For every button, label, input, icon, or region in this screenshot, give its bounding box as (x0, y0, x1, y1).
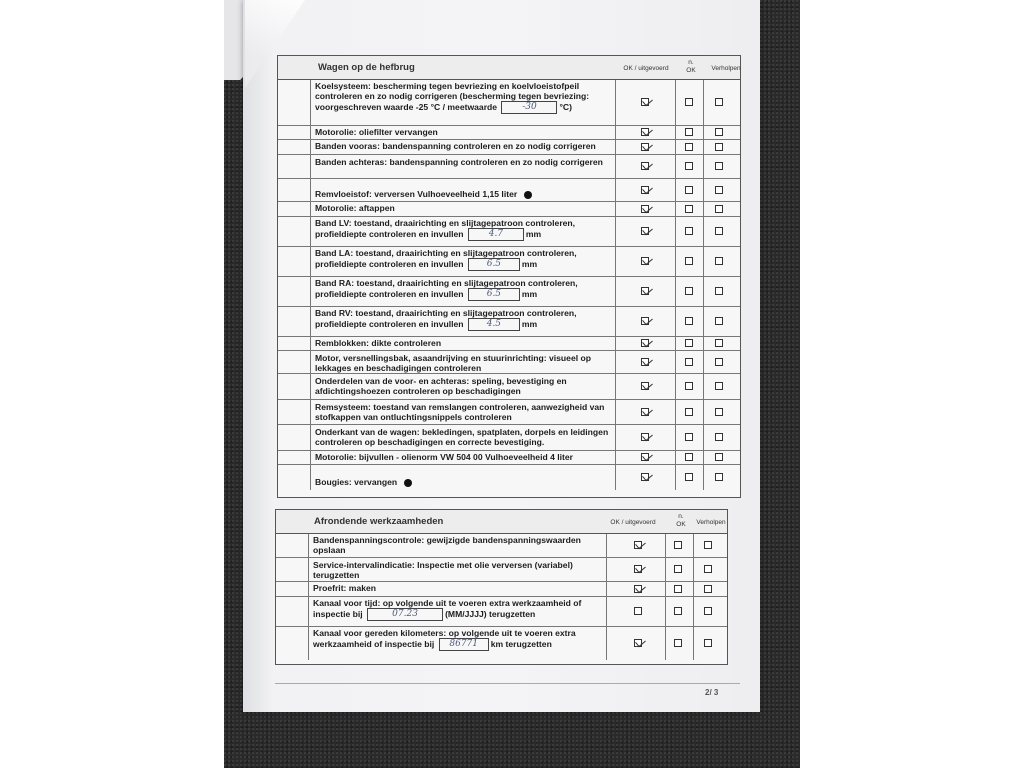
column-divider (308, 558, 309, 581)
ok-checkbox[interactable] (641, 143, 649, 151)
section-header (278, 56, 740, 80)
row-label (313, 628, 602, 651)
fixed-checkbox[interactable] (704, 585, 712, 593)
column-divider (675, 140, 676, 154)
fixed-checkbox[interactable] (715, 186, 723, 194)
not-ok-checkbox[interactable] (685, 453, 693, 461)
column-divider (693, 558, 694, 581)
row-label (315, 477, 611, 487)
row-text: Banden achteras: bandenspanning controleren en zo nodig corrigeren (315, 157, 603, 167)
column-divider (675, 277, 676, 306)
row-label (315, 127, 611, 137)
column-divider (310, 155, 311, 178)
checklist-row (278, 202, 740, 217)
row-text: Band RV: toestand, draairichting en slijtagepatroon controleren, profieldiepte controleren en invullen (315, 308, 577, 329)
row-label (315, 376, 611, 396)
row-label (315, 157, 611, 167)
value-unit: km terugzetten (490, 638, 552, 649)
row-text: Onderkant van de wagen: bekledingen, spatplaten, dorpels en leidingen controleren op beschadigingen en correcte bevestiging. (315, 427, 609, 447)
checklist-row (278, 465, 740, 490)
ok-checkbox[interactable] (634, 585, 642, 593)
fixed-checkbox[interactable] (715, 473, 723, 481)
column-not-ok-prefix: n. (678, 513, 684, 520)
row-text: Kanaal voor tijd: op volgende uit te voeren extra werkzaamheid of inspectie bij (313, 598, 582, 619)
column-divider (675, 400, 676, 424)
column-divider (703, 140, 704, 154)
row-label (315, 308, 611, 331)
column-divider (675, 155, 676, 178)
column-divider (615, 465, 616, 490)
not-ok-checkbox[interactable] (685, 408, 693, 416)
section-header (276, 510, 727, 534)
row-text: Motorolie: oliefilter vervangen (315, 127, 438, 137)
row-text: Banden vooras: bandenspanning controleren en zo nodig corrigeren (315, 141, 596, 151)
handwritten-value-field[interactable]: -30 (501, 101, 557, 114)
fixed-checkbox[interactable] (715, 433, 723, 441)
column-divider (606, 582, 607, 596)
row-label (315, 218, 611, 241)
ok-checkbox[interactable] (634, 541, 642, 549)
ok-checkbox[interactable] (641, 98, 649, 106)
not-ok-checkbox[interactable] (685, 339, 693, 347)
fixed-checkbox[interactable] (715, 317, 723, 325)
ok-checkbox[interactable] (641, 128, 649, 136)
not-ok-checkbox[interactable] (685, 257, 693, 265)
row-label (315, 427, 611, 447)
column-divider (615, 126, 616, 139)
ok-checkbox[interactable] (641, 186, 649, 194)
column-divider (606, 627, 607, 660)
column-divider (310, 126, 311, 139)
value-unit: (MM/JJJJ) terugzetten (445, 608, 536, 619)
column-divider (665, 627, 666, 660)
ok-checkbox[interactable] (634, 565, 642, 573)
ok-checkbox[interactable] (641, 257, 649, 265)
row-label (315, 338, 611, 348)
not-ok-checkbox[interactable] (685, 473, 693, 481)
row-label (313, 583, 602, 593)
not-ok-checkbox[interactable] (685, 433, 693, 441)
row-text: Band LA: toestand, draairichting en slijtagepatroon controleren, profieldiepte controleren en invullen (315, 248, 577, 269)
not-ok-checkbox[interactable] (685, 287, 693, 295)
checklist-row (278, 217, 740, 247)
column-divider (308, 597, 309, 626)
checklist-row (276, 534, 727, 558)
column-divider (308, 582, 309, 596)
row-text: Proefrit: maken (313, 583, 377, 593)
column-divider (310, 217, 311, 246)
section-rows (278, 80, 740, 490)
checklist-row (276, 558, 727, 582)
column-divider (615, 337, 616, 350)
column-divider (703, 307, 704, 336)
checklist-row (278, 140, 740, 155)
row-label (313, 560, 602, 580)
row-label (315, 353, 611, 373)
column-divider (703, 465, 704, 490)
column-divider (703, 179, 704, 201)
ok-checkbox[interactable] (641, 317, 649, 325)
row-label (315, 278, 611, 301)
column-divider (615, 247, 616, 276)
column-divider (310, 80, 311, 125)
checklist-row (278, 425, 740, 451)
handwritten-value-field[interactable]: 4.7 (468, 228, 524, 241)
checklist-row (278, 451, 740, 465)
row-label (315, 189, 611, 199)
checklist-row (278, 374, 740, 400)
column-divider (310, 277, 311, 306)
ok-checkbox[interactable] (641, 453, 649, 461)
row-text: Koelsysteem: bescherming tegen bevriezing en koelvloeistofpeil controleren en zo nodig corrigeren (bescherming tegen bevriezing: voorgeschreven waarde -25 °C / meetwaarde (315, 81, 590, 112)
value-unit: mm (521, 258, 538, 269)
column-divider (675, 217, 676, 246)
column-divider (310, 465, 311, 490)
section-wagen-op-de-hefbrug (277, 55, 741, 498)
column-divider (308, 534, 309, 557)
column-divider (703, 217, 704, 246)
checklist-row (276, 582, 727, 597)
fixed-checkbox[interactable] (704, 607, 712, 615)
section-rows (276, 534, 727, 660)
row-text: Motorolie: aftappen (315, 203, 395, 213)
row-label (315, 203, 611, 213)
not-ok-checkbox[interactable] (685, 186, 693, 194)
fixed-checkbox[interactable] (704, 639, 712, 647)
column-divider (615, 179, 616, 201)
checklist-row (278, 337, 740, 351)
row-text: Motor, versnellingsbak, asaandrijving en stuurinrichting: visueel op lekkages en beschadigingen controleren (315, 353, 592, 373)
column-divider (606, 597, 607, 626)
checklist-row (278, 80, 740, 126)
ok-checkbox[interactable] (641, 382, 649, 390)
column-divider (703, 400, 704, 424)
section-title: Wagen op de hefbrug (318, 62, 415, 73)
column-divider (675, 307, 676, 336)
fixed-checkbox[interactable] (715, 227, 723, 235)
column-divider (310, 140, 311, 154)
value-unit: °C) (559, 101, 572, 112)
column-divider (665, 597, 666, 626)
row-text: Motorolie: bijvullen - olienorm VW 504 00 Vulhoeveelheid 4 liter (315, 452, 574, 462)
column-divider (675, 425, 676, 450)
column-divider (675, 351, 676, 373)
row-label (315, 452, 611, 462)
column-divider (615, 80, 616, 125)
column-fixed-header: Verholpen (696, 519, 726, 526)
column-divider (675, 179, 676, 201)
column-divider (615, 140, 616, 154)
value-unit: mm (521, 318, 538, 329)
ok-checkbox[interactable] (641, 433, 649, 441)
not-ok-checkbox[interactable] (685, 128, 693, 136)
row-label (313, 598, 602, 621)
checklist-row (278, 307, 740, 337)
column-divider (310, 202, 311, 216)
column-divider (310, 400, 311, 424)
column-divider (665, 558, 666, 581)
bullet-marker-icon (404, 479, 412, 487)
column-divider (675, 126, 676, 139)
not-ok-checkbox[interactable] (685, 162, 693, 170)
column-divider (675, 374, 676, 399)
column-divider (665, 534, 666, 557)
not-ok-checkbox[interactable] (685, 317, 693, 325)
column-divider (310, 337, 311, 350)
column-divider (703, 277, 704, 306)
column-divider (665, 582, 666, 596)
column-divider (310, 179, 311, 201)
fixed-checkbox[interactable] (715, 339, 723, 347)
column-divider (675, 451, 676, 464)
row-label (315, 248, 611, 271)
fixed-checkbox[interactable] (715, 205, 723, 213)
row-label (315, 81, 611, 114)
column-divider (615, 217, 616, 246)
column-divider (615, 155, 616, 178)
not-ok-checkbox[interactable] (674, 585, 682, 593)
footer-divider (275, 683, 740, 684)
column-divider (703, 202, 704, 216)
fixed-checkbox[interactable] (715, 453, 723, 461)
row-text: Service-intervalindicatie: Inspectie met olie verversen (variabel) terugzetten (313, 560, 573, 580)
column-divider (606, 534, 607, 557)
column-fixed-header: Verholpen (711, 65, 741, 72)
fixed-checkbox[interactable] (715, 128, 723, 136)
handwritten-value-field[interactable]: 6.5 (468, 258, 520, 271)
checklist-row (278, 277, 740, 307)
ok-checkbox[interactable] (641, 287, 649, 295)
column-divider (693, 627, 694, 660)
ok-checkbox[interactable] (641, 473, 649, 481)
column-divider (703, 80, 704, 125)
fixed-checkbox[interactable] (715, 162, 723, 170)
ok-checkbox[interactable] (641, 408, 649, 416)
column-divider (703, 126, 704, 139)
checklist-row (276, 597, 727, 627)
column-divider (675, 202, 676, 216)
column-divider (703, 351, 704, 373)
column-divider (615, 374, 616, 399)
page-number: 2/ 3 (705, 688, 719, 697)
row-text: Kanaal voor gereden kilometers: op volgende uit te voeren extra werkzaamheid of inspectie bij (313, 628, 576, 649)
not-ok-checkbox[interactable] (685, 143, 693, 151)
ok-checkbox[interactable] (634, 639, 642, 647)
column-divider (615, 351, 616, 373)
row-text: Band LV: toestand, draairichting en slijtagepatroon controleren, profieldiepte controleren en invullen (315, 218, 576, 239)
fixed-checkbox[interactable] (715, 408, 723, 416)
ok-checkbox[interactable] (641, 205, 649, 213)
row-text: Bandenspanningscontrole: gewijzigde bandenspanningswaarden opslaan (313, 535, 581, 555)
not-ok-checkbox[interactable] (674, 565, 682, 573)
column-divider (310, 307, 311, 336)
section-afrondende-werkzaamheden (275, 509, 728, 665)
row-label (315, 141, 611, 151)
checklist-row (278, 247, 740, 277)
column-not-ok-prefix: n. (688, 59, 694, 66)
column-not-ok-label: OK (686, 67, 696, 74)
checklist-row (276, 627, 727, 660)
fixed-checkbox[interactable] (715, 287, 723, 295)
column-divider (615, 307, 616, 336)
value-unit: mm (525, 228, 542, 239)
column-divider (615, 400, 616, 424)
column-divider (693, 597, 694, 626)
not-ok-checkbox[interactable] (685, 227, 693, 235)
fixed-checkbox[interactable] (715, 98, 723, 106)
column-ok-header: OK / uitgevoerd (623, 65, 669, 72)
column-divider (693, 534, 694, 557)
column-divider (615, 277, 616, 306)
not-ok-checkbox[interactable] (674, 607, 682, 615)
column-divider (310, 374, 311, 399)
row-text: Remsysteem: toestand van remslangen controleren, aanwezigheid van stofkappen van ontluchtingsnippels controleren (315, 402, 605, 422)
column-ok-header: OK / uitgevoerd (610, 519, 656, 526)
ok-checkbox[interactable] (641, 358, 649, 366)
fixed-checkbox[interactable] (715, 382, 723, 390)
not-ok-checkbox[interactable] (674, 541, 682, 549)
handwritten-value-field[interactable]: 86771 (439, 638, 489, 651)
fixed-checkbox[interactable] (715, 257, 723, 265)
value-unit: mm (521, 288, 538, 299)
column-divider (615, 451, 616, 464)
row-text: Bougies: vervangen (315, 477, 400, 487)
column-divider (310, 451, 311, 464)
row-text: Band RA: toestand, draairichting en slijtagepatroon controleren, profieldiepte controleren en invullen (315, 278, 578, 299)
not-ok-checkbox[interactable] (674, 639, 682, 647)
checklist-row (278, 126, 740, 140)
fixed-checkbox[interactable] (715, 358, 723, 366)
ok-checkbox[interactable] (634, 607, 642, 615)
column-divider (606, 558, 607, 581)
checklist-row (278, 400, 740, 425)
column-divider (675, 337, 676, 350)
checklist-row (278, 155, 740, 179)
ok-checkbox[interactable] (641, 227, 649, 235)
column-divider (310, 247, 311, 276)
ok-checkbox[interactable] (641, 162, 649, 170)
column-divider (703, 425, 704, 450)
row-label (313, 535, 602, 555)
column-divider (675, 247, 676, 276)
fixed-checkbox[interactable] (704, 565, 712, 573)
checklist-row (278, 351, 740, 374)
column-divider (615, 202, 616, 216)
column-divider (703, 451, 704, 464)
checklist-row (278, 179, 740, 202)
row-label (315, 402, 611, 422)
column-divider (615, 425, 616, 450)
row-text: Onderdelen van de voor- en achteras: speling, bevestiging en afdichtingshoezen controleren op beschadigingen (315, 376, 567, 396)
handwritten-value-field[interactable]: 6.5 (468, 288, 520, 301)
column-divider (310, 425, 311, 450)
handwritten-value-field[interactable]: 07.23 (367, 608, 443, 621)
column-not-ok-label: OK (676, 521, 686, 528)
section-title: Afrondende werkzaamheden (314, 516, 444, 527)
not-ok-checkbox[interactable] (685, 358, 693, 366)
column-divider (308, 627, 309, 660)
column-divider (310, 351, 311, 373)
ok-checkbox[interactable] (641, 339, 649, 347)
column-divider (693, 582, 694, 596)
row-text: Remblokken: dikte controleren (315, 338, 442, 348)
column-not-ok-header (676, 59, 706, 75)
column-divider (675, 465, 676, 490)
column-divider (703, 374, 704, 399)
column-divider (703, 155, 704, 178)
row-text: Remvloeistof: verversen Vulhoeveelheid 1,15 liter (315, 189, 520, 199)
not-ok-checkbox[interactable] (685, 98, 693, 106)
fixed-checkbox[interactable] (715, 143, 723, 151)
column-divider (703, 247, 704, 276)
fixed-checkbox[interactable] (704, 541, 712, 549)
not-ok-checkbox[interactable] (685, 205, 693, 213)
column-divider (675, 80, 676, 125)
handwritten-value-field[interactable]: 4.5 (468, 318, 520, 331)
column-divider (703, 337, 704, 350)
bullet-marker-icon (524, 191, 532, 199)
not-ok-checkbox[interactable] (685, 382, 693, 390)
